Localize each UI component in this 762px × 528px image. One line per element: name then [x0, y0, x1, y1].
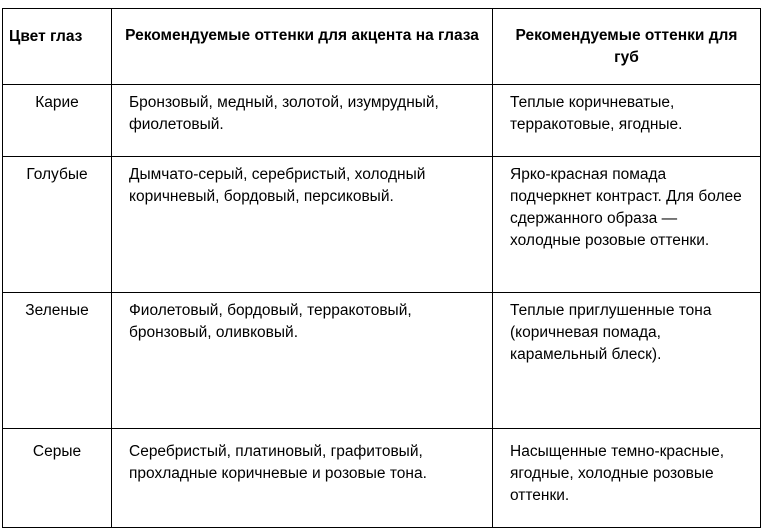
table-row [3, 293, 761, 429]
eye-color-cell: Голубые [3, 157, 112, 293]
lip-shades-cell: Теплые приглушенные тона (коричневая помада, карамельный блеск). [493, 293, 761, 429]
lip-shades-cell: Теплые коричневатые, терракотовые, ягодные. [493, 85, 761, 157]
eye-shades-cell: Бронзовый, медный, золотой, изумрудный, фиолетовый. [112, 85, 493, 157]
makeup-table-container [2, 8, 760, 522]
table-header [3, 9, 761, 85]
header-row [3, 9, 761, 85]
eye-color-cell: Зеленые [3, 293, 112, 429]
lip-shades-cell: Насыщенные темно-красные, ягодные, холодные розовые оттенки. [493, 429, 761, 528]
lip-shades-cell: Ярко-красная помада подчеркнет контраст. Для более сдержанного образа — холодные розовые оттенки. [493, 157, 761, 293]
makeup-recommendations-table [2, 8, 761, 528]
header-eye-color: Цвет глаз [3, 9, 112, 85]
table-row [3, 157, 761, 293]
table-body [3, 85, 761, 528]
eye-shades-cell: Дымчато-серый, серебристый, холодный коричневый, бордовый, персиковый. [112, 157, 493, 293]
table-row [3, 429, 761, 528]
table-row [3, 85, 761, 157]
eye-color-cell: Карие [3, 85, 112, 157]
header-lip-shades: Рекомендуемые оттенки для губ [493, 9, 761, 85]
eye-color-cell: Серые [3, 429, 112, 528]
eye-shades-cell: Серебристый, платиновый, графитовый, прохладные коричневые и розовые тона. [112, 429, 493, 528]
eye-shades-cell: Фиолетовый, бордовый, терракотовый, бронзовый, оливковый. [112, 293, 493, 429]
header-eye-accent-shades: Рекомендуемые оттенки для акцента на глаза [112, 9, 493, 85]
